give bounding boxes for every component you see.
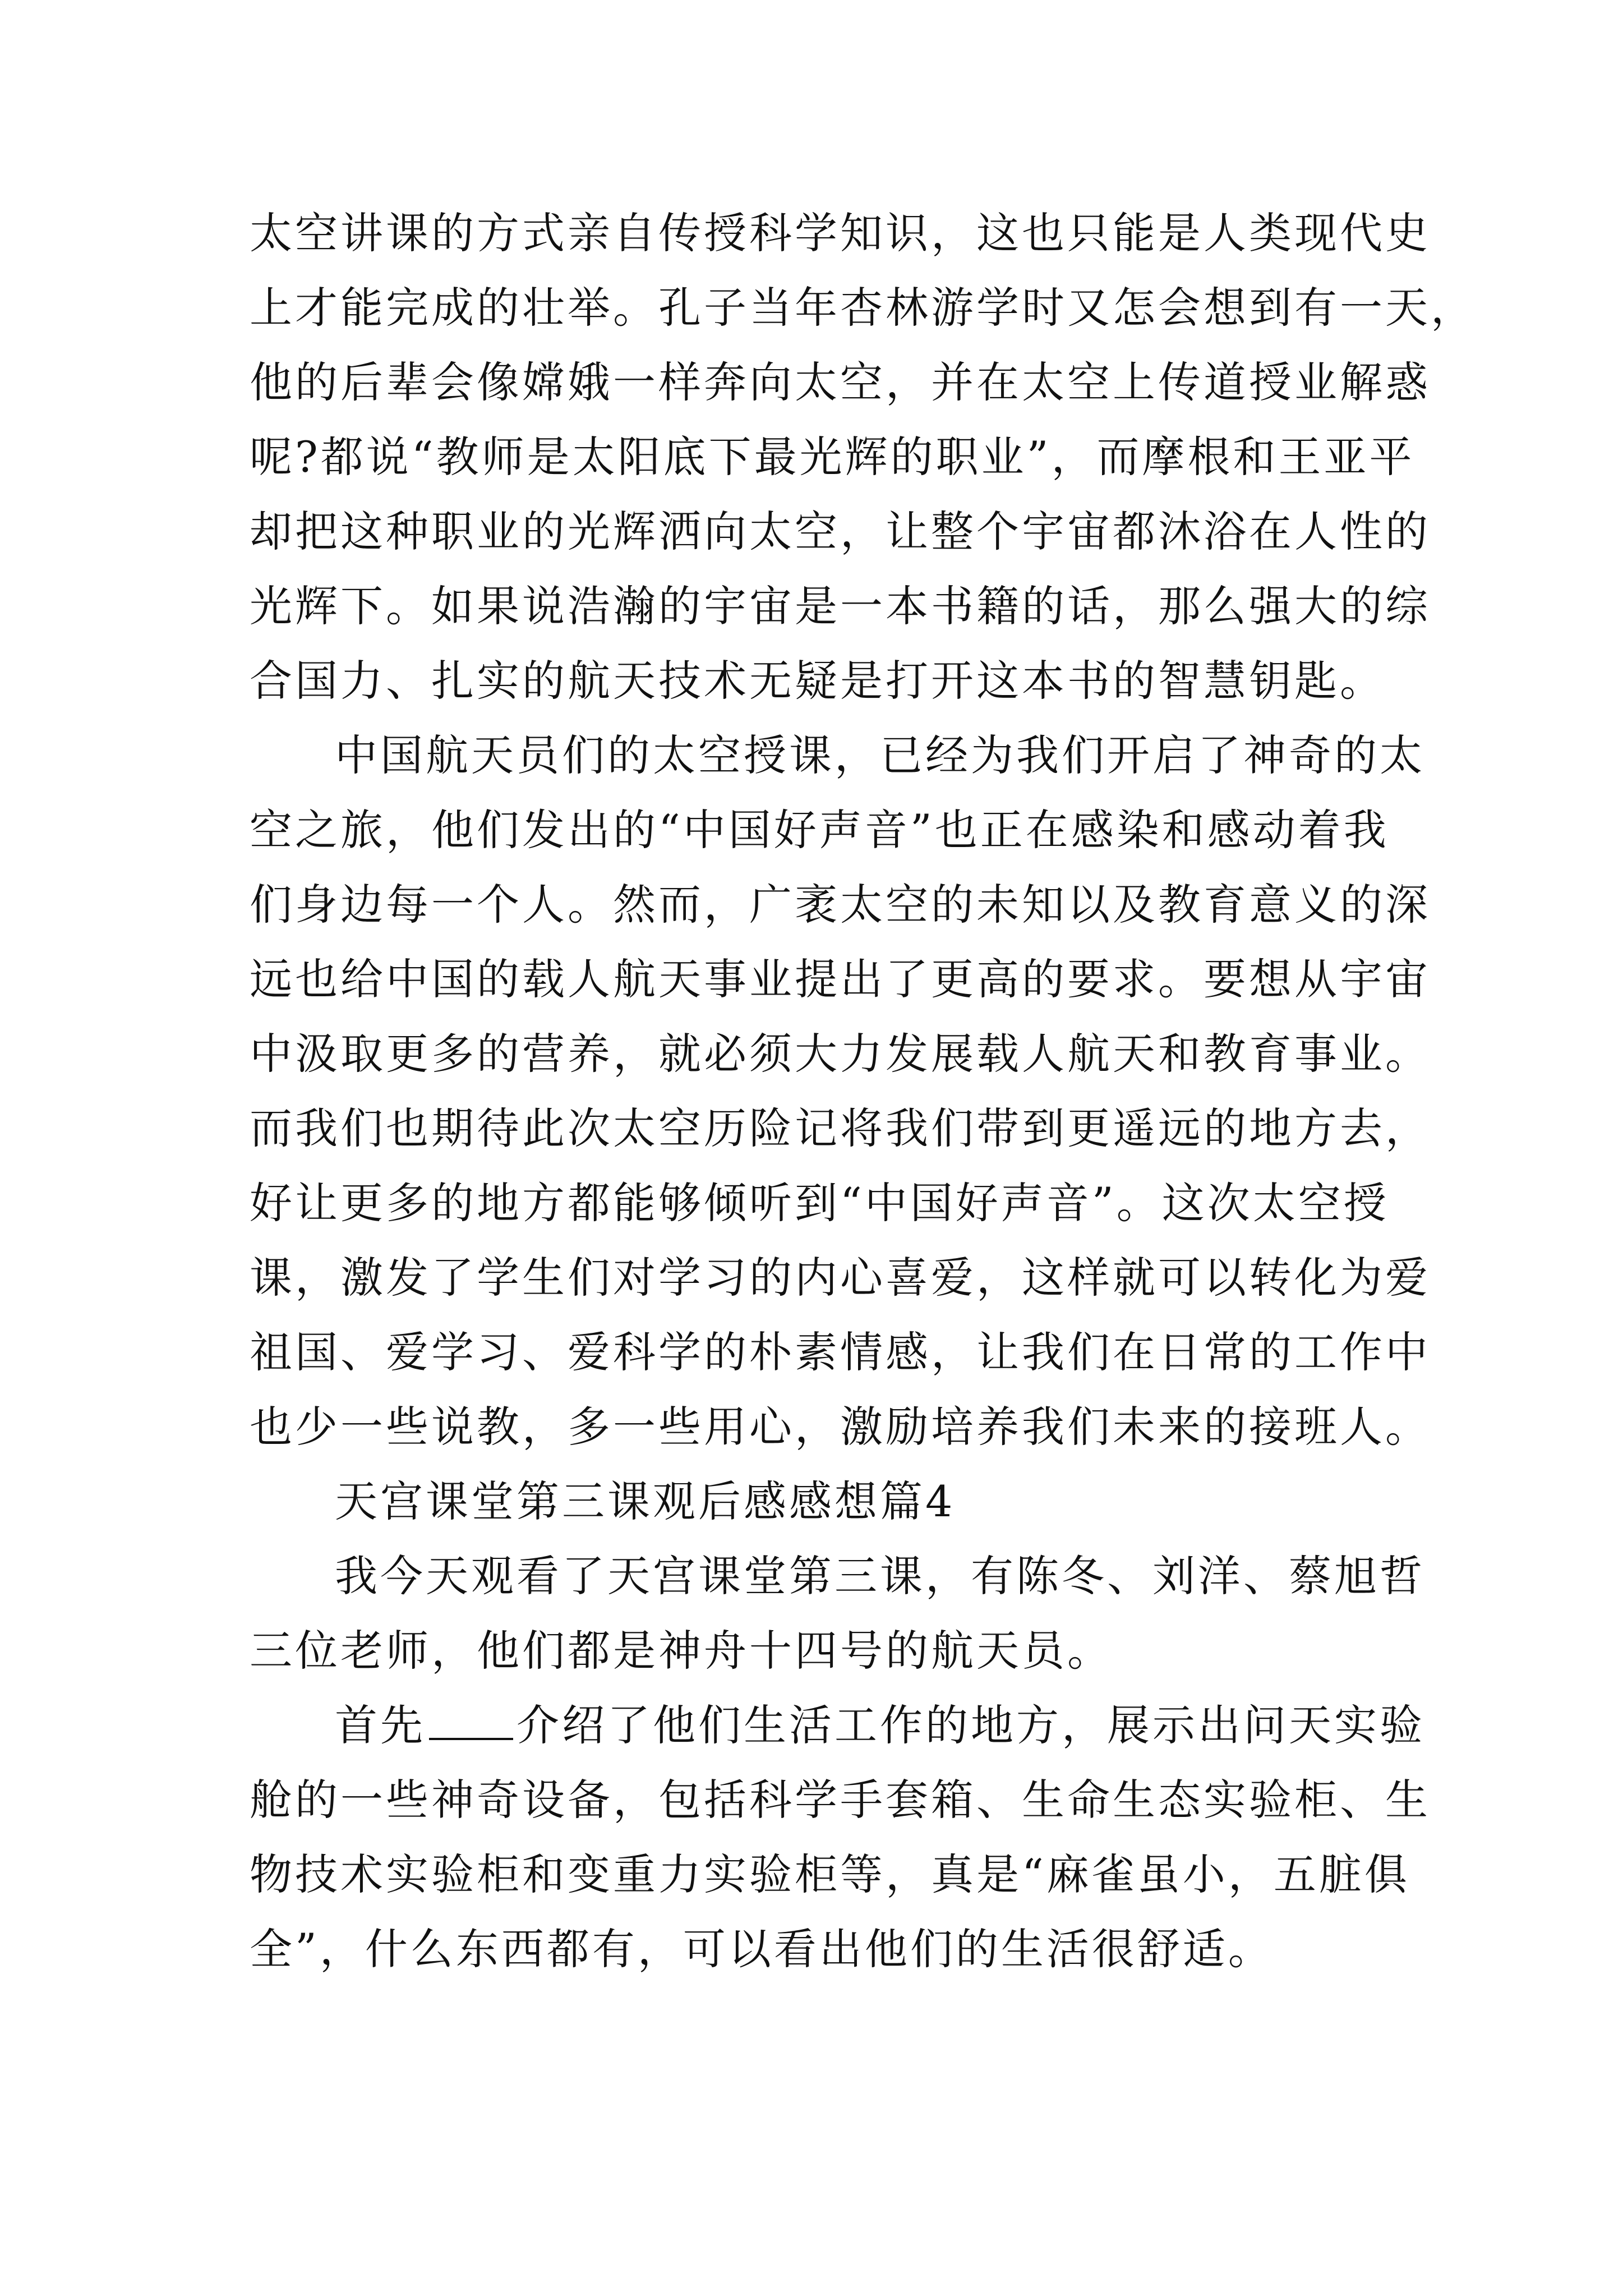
paragraph-line: 合国力、扎实的航天技术无疑是打开这本书的智慧钥匙。 [250, 656, 1385, 706]
paragraph-line: 空之旅，他们发出的“中国好声音”也正在感染和感动着我 [250, 805, 1389, 855]
paragraph-line-with-blank [335, 1697, 1425, 1754]
paragraph-line: 全”，什么东西都有，可以看出他们的生活很舒适。 [250, 1924, 1274, 1974]
paragraph-line: 他的后辈会像嫦娥一样奔向太空，并在太空上传道授业解惑 [250, 357, 1431, 407]
text-before-blank: 首先 [335, 1700, 426, 1750]
fill-in-blank [429, 1703, 513, 1740]
section-heading: 天宫课堂第三课观后感感想篇4 [335, 1476, 956, 1526]
paragraph-line: 上才能完成的壮举。孔子当年杏林游学时又怎会想到有一天， [250, 283, 1476, 333]
paragraph-line: 好让更多的地方都能够倾听到“中国好声音”。这次太空授 [250, 1178, 1389, 1228]
paragraph-line: 中汲取更多的营养，就必须大力发展载人航天和教育事业。 [250, 1029, 1431, 1079]
paragraph-line: 光辉下。如果说浩瀚的宇宙是一本书籍的话，那么强大的综 [250, 581, 1431, 631]
paragraph-line: 舱的一些神奇设备，包括科学手套箱、生命生态实验柜、生 [250, 1775, 1431, 1825]
paragraph-line: 却把这种职业的光辉洒向太空，让整个宇宙都沐浴在人性的 [250, 507, 1431, 556]
paragraph-line: 三位老师，他们都是神舟十四号的航天员。 [250, 1626, 1113, 1676]
paragraph-line: 物技术实验柜和变重力实验柜等，真是“麻雀虽小，五脏俱 [250, 1849, 1410, 1899]
text-after-blank: 介绍了他们生活工作的地方，展示出问天实验 [517, 1700, 1425, 1750]
paragraph-line: 而我们也期待此次太空历险记将我们带到更遥远的地方去， [250, 1103, 1431, 1153]
paragraph-line: 也少一些说教，多一些用心，激励培养我们未来的接班人。 [250, 1402, 1431, 1452]
paragraph-line: 我今天观看了天宫课堂第三课，有陈冬、刘洋、蔡旭哲 [335, 1551, 1425, 1601]
paragraph-line: 们身边每一个人。然而，广袤太空的未知以及教育意义的深 [250, 880, 1431, 930]
paragraph-line: 呢?都说“教师是太阳底下最光辉的职业”，而摩根和王亚平 [250, 432, 1415, 482]
paragraph-line: 中国航天员们的太空授课，已经为我们开启了神奇的太 [335, 730, 1425, 780]
paragraph-line: 太空讲课的方式亲自传授科学知识，这也只能是人类现代史 [250, 208, 1431, 258]
paragraph-line: 课，激发了学生们对学习的内心喜爱，这样就可以转化为爱 [250, 1253, 1431, 1303]
paragraph-line: 祖国、爱学习、爱科学的朴素情感，让我们在日常的工作中 [250, 1327, 1431, 1377]
paragraph-line: 远也给中国的载人航天事业提出了更高的要求。要想从宇宙 [250, 954, 1431, 1004]
